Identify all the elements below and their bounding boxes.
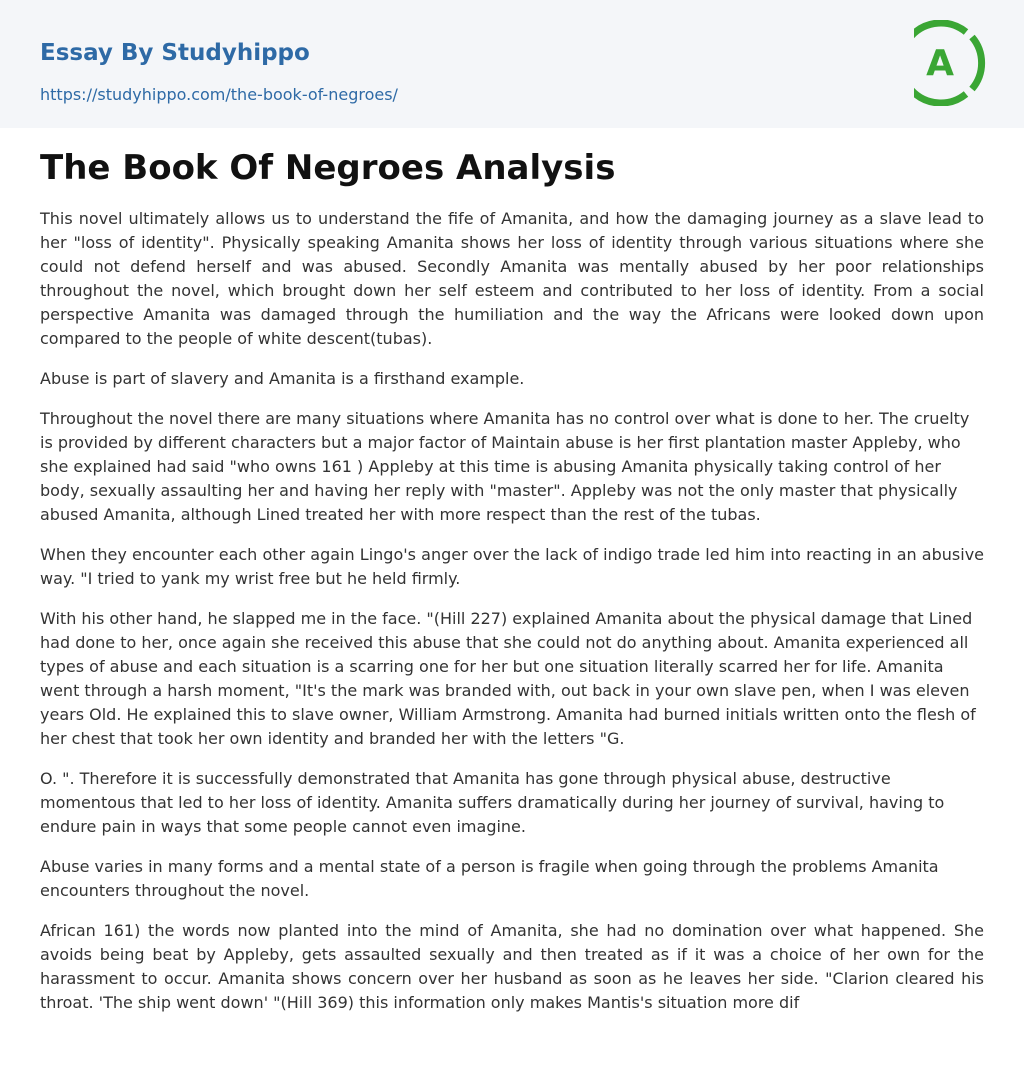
circle-letter-a-logo-icon[interactable] — [914, 20, 986, 106]
logo-letter: A — [926, 43, 954, 84]
brand-title[interactable]: Essay By Studyhippo — [40, 40, 310, 66]
essay-title: The Book Of Negroes Analysis — [40, 148, 616, 188]
essay-paragraph: Abuse is part of slavery and Amanita is a firsthand example. — [40, 369, 525, 388]
essay-paragraph: When they encounter each other again Lingo's anger over the lack of indigo trade led him into reacting in an abusive way. "I tried to yank my wrist free but he held firmly. — [40, 545, 984, 588]
essay-url-link[interactable]: https://studyhippo.com/the-book-of-negroes/ — [40, 85, 398, 104]
essay-paragraph: Throughout the novel there are many situations where Amanita has no control over what is done to her. The cruelty is provided by different characters but a major factor of Maintain abuse is her first plantation master Appleby, who she explained had said "who owns 161 ) Appleby at this time is abusing Amanita physically taking control of her body, sexually assaulting her and having her reply with "master". Appleby was not the only master that physically abused Amanita, although Lined treated her with more respect than the rest of the tubas. — [40, 409, 970, 524]
essay-paragraph: O. ". Therefore it is successfully demonstrated that Amanita has gone through physical abuse, destructive momentous that led to her loss of identity. Amanita suffers dramatically during her journey of survival, having to endure pain in ways that some people cannot even imagine. — [40, 769, 945, 836]
essay-paragraph: With his other hand, he slapped me in the face. "(Hill 227) explained Amanita about the physical damage that Lined had done to her, once again she received this abuse that she could not do anything about. Amanita experienced all types of abuse and each situation is a scarring one for her but one situation literally scarred her for life. Amanita went through a harsh moment, "It's the mark was branded with, out back in your own slave pen, when I was eleven years Old. He explained this to slave owner, William Armstrong. Amanita had burned initials written onto the flesh of her chest that took her own identity and branded her with the letters "G. — [40, 609, 976, 748]
site-header — [0, 0, 1024, 128]
essay-paragraph: African 161) the words now planted into the mind of Amanita, she had no domination over what happened. She avoids being beat by Appleby, gets assaulted sexually and then treated as if it was a choice of her own for the harassment to occur. Amanita shows concern over her husband as soon as he leaves her side. "Clarion cleared his throat. 'The ship went down' "(Hill 369) this information only makes Mantis's situation more dif — [40, 921, 984, 1012]
essay-content — [40, 146, 984, 1031]
essay-paragraph: This novel ultimately allows us to understand the fife of Amanita, and how the damaging journey as a slave lead to her "loss of identity". Physically speaking Amanita shows her loss of identity through various situations where she could not defend herself and was abused. Secondly Amanita was mentally abused by her poor relationships throughout the novel, which brought down her self esteem and contributed to her loss of identity. From a social perspective Amanita was damaged through the humiliation and the way the Africans were looked down upon compared to the people of white descent(tubas). — [40, 209, 984, 348]
essay-paragraph: Abuse varies in many forms and a mental state of a person is fragile when going through the problems Amanita encounters throughout the novel. — [40, 857, 939, 900]
